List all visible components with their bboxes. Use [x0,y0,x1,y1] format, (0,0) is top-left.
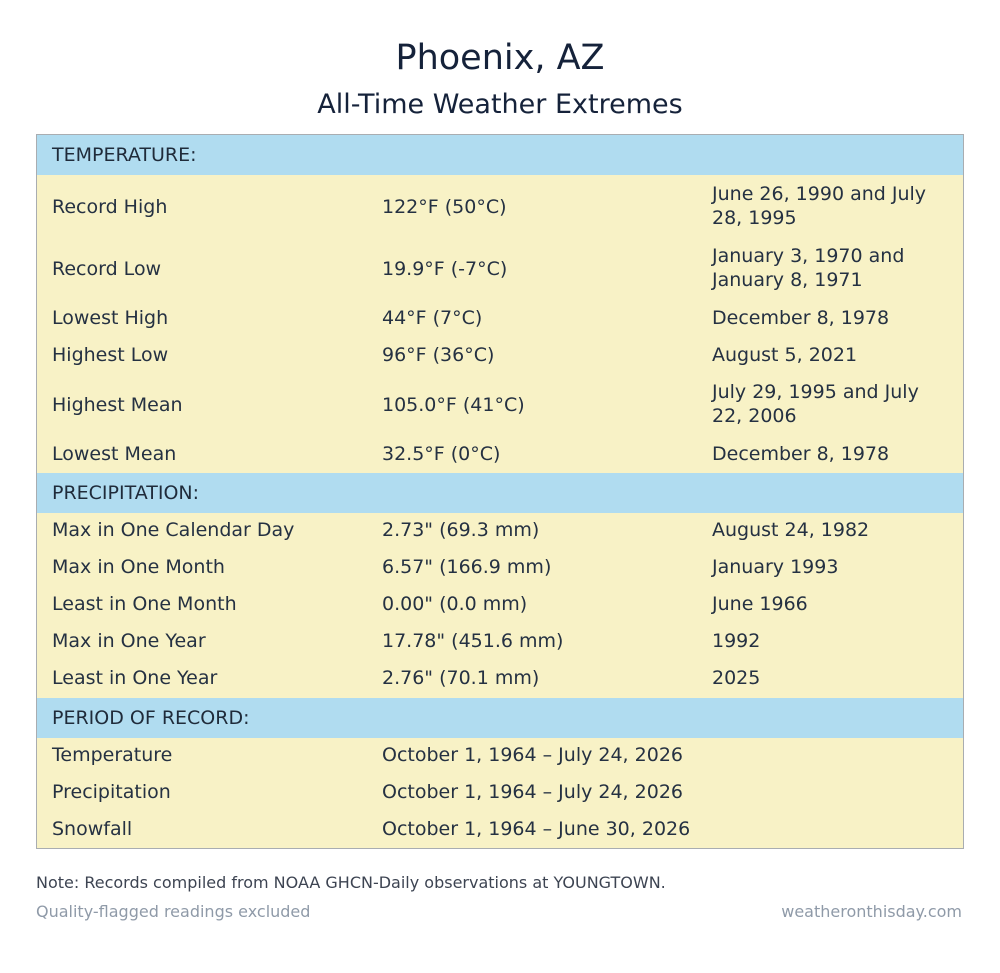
row-label: Highest Low [52,344,169,366]
row-value: 2.76" (70.1 mm) [382,667,540,689]
row-label: Lowest Mean [52,443,177,465]
row-label: Temperature [52,744,173,766]
row-date: June 26, 1990 and July 28, 1995 [712,183,927,229]
table-row [37,513,963,550]
table-row [37,338,963,375]
row-value: 17.78" (451.6 mm) [382,630,564,652]
row-label: Snowfall [52,818,133,840]
row-value: 105.0°F (41°C) [382,394,525,416]
row-value: October 1, 1964 – July 24, 2026 [382,781,683,803]
row-label: Max in One Year [52,630,206,652]
row-value: 96°F (36°C) [382,344,495,366]
row-value: October 1, 1964 – June 30, 2026 [382,818,691,840]
row-date: 1992 [712,630,761,652]
table-row [37,661,963,698]
page-title: Phoenix, AZ [395,38,605,78]
section-label: TEMPERATURE: [52,144,197,166]
row-date: January 3, 1970 and January 8, 1971 [712,245,905,291]
row-label: Record Low [52,258,162,280]
table-row [37,437,963,473]
source-note: Note: Records compiled from NOAA GHCN-Daily observations at YOUNGTOWN. [36,873,666,892]
row-label: Max in One Month [52,556,225,578]
section-header-precipitation [37,473,963,513]
extremes-table [36,134,964,849]
row-label: Precipitation [52,781,171,803]
table-row [37,550,963,587]
section-label: PERIOD OF RECORD: [52,707,250,729]
row-date: July 29, 1995 and July 22, 2006 [712,381,919,427]
row-label: Least in One Month [52,593,237,615]
row-label: Max in One Calendar Day [52,519,295,541]
row-label: Record High [52,196,168,218]
row-date: August 24, 1982 [712,519,870,541]
section-header-temperature [37,135,963,175]
row-date: June 1966 [712,593,808,615]
table-row [37,738,963,775]
table-row [37,587,963,624]
row-date: December 8, 1978 [712,307,890,329]
row-value: 122°F (50°C) [382,196,507,218]
row-value: 44°F (7°C) [382,307,483,329]
row-value: 6.57" (166.9 mm) [382,556,552,578]
table-row [37,301,963,338]
section-label: PRECIPITATION: [52,482,200,504]
row-date: January 1993 [712,556,839,578]
row-label: Lowest High [52,307,169,329]
table-row [37,175,963,239]
row-label: Highest Mean [52,394,183,416]
table-row [37,375,963,437]
row-date: December 8, 1978 [712,443,890,465]
table-row [37,239,963,301]
row-value: October 1, 1964 – July 24, 2026 [382,744,683,766]
table-row [37,624,963,661]
row-value: 19.9°F (-7°C) [382,258,508,280]
quality-flag-note: Quality-flagged readings excluded [36,902,311,921]
row-date: August 5, 2021 [712,344,858,366]
table-row [37,775,963,812]
row-value: 2.73" (69.3 mm) [382,519,540,541]
row-date: 2025 [712,667,761,689]
source-site: weatheronthisday.com [781,902,962,921]
row-value: 0.00" (0.0 mm) [382,593,528,615]
row-value: 32.5°F (0°C) [382,443,501,465]
table-row [37,812,963,848]
section-header-period-of-record [37,698,963,738]
row-label: Least in One Year [52,667,218,689]
page-subtitle: All-Time Weather Extremes [317,89,683,120]
